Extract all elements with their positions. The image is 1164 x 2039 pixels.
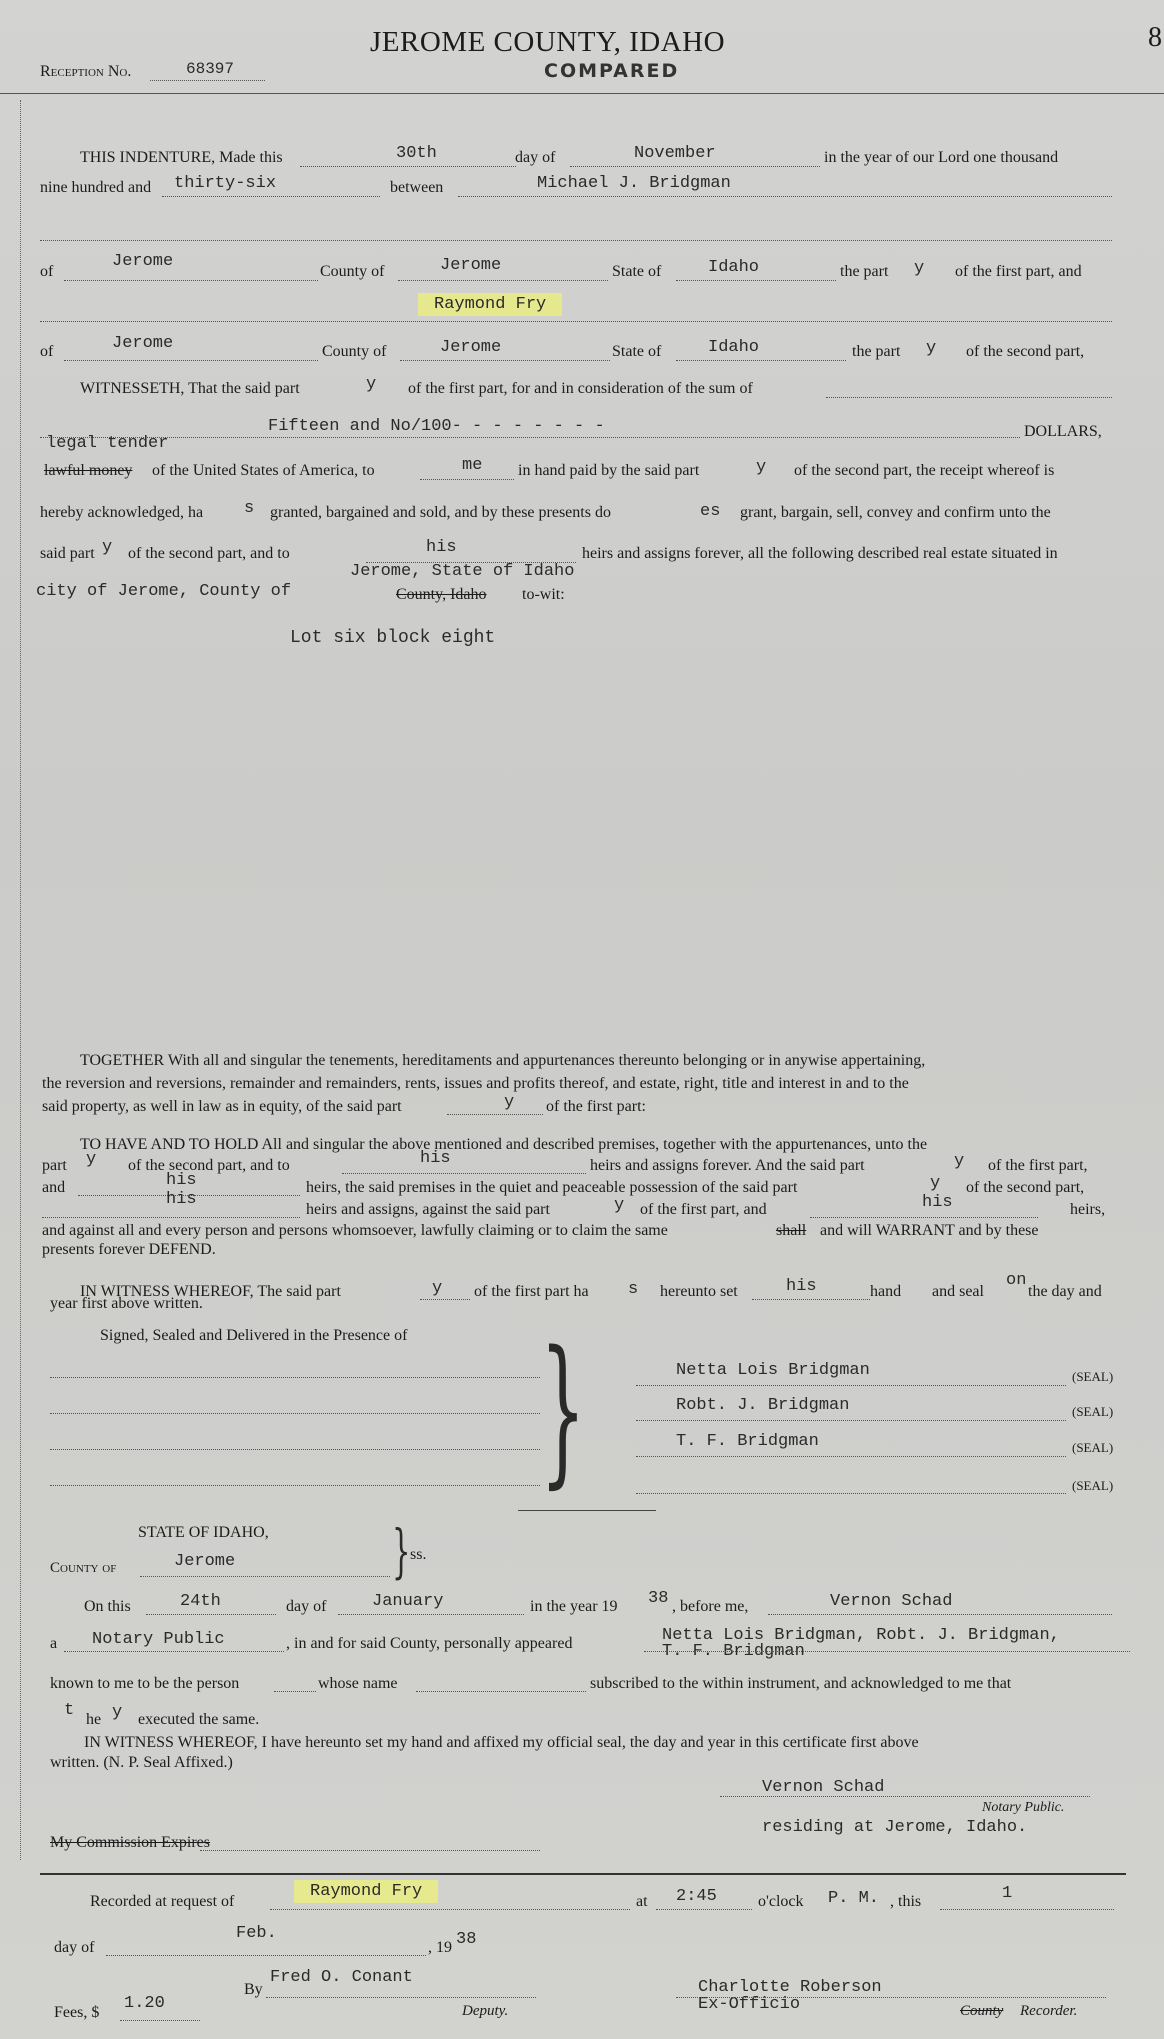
ack-state: STATE OF IDAHO, (138, 1524, 269, 1541)
location-struck: County, Idaho (396, 586, 487, 603)
habendum-line4-b: heirs and assigns, against the said part (306, 1201, 550, 1218)
witnesseth-line5-his: his (426, 538, 457, 557)
rec-month: Feb. (236, 1924, 277, 1943)
county-of-label-2: County of (322, 343, 387, 360)
ack-t: t (64, 1701, 75, 1720)
signature-1: Netta Lois Bridgman (676, 1361, 870, 1380)
indenture-day: 30th (396, 144, 437, 163)
ack-appeared-1: Netta Lois Bridgman, Robt. J. Bridgman, (662, 1626, 1060, 1645)
witnesseth-line5-b: of the second part, and to (128, 545, 290, 562)
rec-line2-a: day of (54, 1939, 95, 1956)
party2-suffix: y (926, 339, 937, 358)
witnesseth-y: y (366, 375, 377, 394)
witnesseth-line3-b: in hand paid by the said part (518, 462, 700, 479)
rec-requester (294, 1882, 438, 1901)
location-typed-top: Jerome, State of Idaho (350, 562, 575, 581)
in-witness-y: y (432, 1279, 443, 1298)
paid-to: me (462, 456, 483, 475)
rec-recorder-name: Charlotte Roberson (698, 1978, 882, 1997)
habendum-line5-b: and will WARRANT and by these (820, 1222, 1039, 1239)
rec-requester-highlight: Raymond Fry (294, 1880, 438, 1903)
party2-county: Jerome (440, 338, 502, 357)
county-title: JEROME COUNTY, IDAHO (370, 26, 726, 58)
rec-recorder-struck: County (960, 2003, 1004, 2019)
in-witness-b: of the first part ha (474, 1283, 589, 1300)
rec-recorder-ex: Ex-Officio (698, 1995, 801, 2014)
witness-brace: } (540, 1316, 586, 1503)
witnesseth-line3-c: of the second part, the receipt whereof is (794, 462, 1055, 479)
in-witness-his: his (786, 1277, 817, 1296)
habendum-line2-b: of the second part, and to (128, 1157, 290, 1174)
witnesseth-line4-s: s (244, 499, 255, 518)
ack-notary-signature: Vernon Schad (762, 1778, 885, 1797)
ack-line6: written. (N. P. Seal Affixed.) (50, 1754, 233, 1771)
habendum-line2-his: his (420, 1149, 451, 1168)
habendum-line2-y2: y (954, 1152, 965, 1171)
habendum-line3-c: of the second part, (966, 1179, 1085, 1196)
tender-typed: legal tender (46, 434, 169, 453)
in-witness-d: hand (870, 1283, 902, 1300)
witnesseth-line3-a: of the United States of America, to (152, 462, 375, 479)
party-label-1: the part (840, 263, 889, 280)
habendum-line5-struck: shall (776, 1222, 807, 1239)
grantee-name (418, 295, 562, 314)
party1-suffix: y (914, 259, 925, 278)
in-witness-f: the day and (1028, 1283, 1102, 1300)
ack-residing: residing at Jerome, Idaho. (762, 1818, 1028, 1837)
together-line3-b: of the first part: (546, 1098, 646, 1115)
ack-line1-c: in the year 19 (530, 1598, 618, 1615)
in-witness-line2: year first above written. (50, 1295, 203, 1312)
ack-line3-c: subscribed to the within instrument, and acknowledged to me that (590, 1675, 1012, 1692)
in-witness-s: s (628, 1280, 639, 1299)
together-line3-y: y (504, 1093, 515, 1112)
ack-commission-struck: My Commission Expires (50, 1834, 211, 1851)
signature-3: T. F. Bridgman (676, 1432, 819, 1451)
ack-month: January (372, 1592, 444, 1611)
witnesseth-line4-a: hereby acknowledged, ha (40, 504, 204, 521)
ack-line3-b: whose name (318, 1675, 398, 1692)
first-part-and: of the first part, and (955, 263, 1082, 280)
indenture-line1-c: in the year of our Lord one thousand (824, 149, 1059, 166)
in-witness-on: on (1006, 1271, 1027, 1290)
of-label-2: of (40, 343, 54, 360)
year-words: thirty-six (174, 174, 277, 193)
ack-day: 24th (180, 1592, 221, 1611)
habendum-line3-a: and (42, 1179, 66, 1196)
habendum-line4-y: y (614, 1196, 625, 1215)
habendum-line4-his2: his (922, 1193, 953, 1212)
rec-fees-label: Fees, $ (54, 2004, 100, 2021)
seal-2: (SEAL) (1072, 1404, 1114, 1419)
party1-state: Idaho (708, 258, 760, 277)
rec-day: 1 (1002, 1884, 1013, 1903)
ack-line1-b: day of (286, 1598, 327, 1615)
ack-year: 38 (648, 1589, 669, 1608)
ack-he: he (86, 1711, 102, 1728)
ack-line3-a: known to me to be the person (50, 1675, 240, 1692)
party2-state: Idaho (708, 338, 760, 357)
ack-y: y (112, 1703, 123, 1722)
location-to-wit: to-wit: (522, 586, 565, 603)
together-line3-a: said property, as well in law as in equity, of the said part (42, 1098, 402, 1115)
ack-county-label: County of (50, 1560, 117, 1576)
grantor-name: Michael J. Bridgman (537, 174, 731, 193)
habendum-line5-a: and against all and every person and persons whomsoever, lawfully claiming or to claim the same (42, 1222, 668, 1239)
page-number: 8 (1148, 22, 1162, 53)
party-label-2: the part (852, 343, 901, 360)
ack-notary-public-label: Notary Public. (982, 1800, 1065, 1815)
habendum-line3-y: y (930, 1174, 941, 1193)
rec-fees: 1.20 (124, 1994, 165, 2013)
reception-number: 68397 (186, 60, 235, 78)
habendum-line4-his: his (166, 1190, 197, 1209)
habendum-line1: TO HAVE AND TO HOLD All and singular the above mentioned and described premises, together with the appurtenances, unto the (80, 1136, 928, 1153)
ack-notary-title: Notary Public (92, 1630, 225, 1649)
reception-label: Reception No. (40, 63, 132, 80)
witnesseth-line3-y: y (756, 458, 767, 477)
indenture-line1-a: THIS INDENTURE, Made this (80, 149, 283, 166)
in-witness-c: hereunto set (660, 1283, 738, 1300)
rec-recorder-label: Recorder. (1020, 2003, 1078, 2019)
rec-deputy-label: Deputy. (462, 2003, 509, 2019)
seal-1: (SEAL) (1072, 1369, 1114, 1384)
rec-year: 38 (456, 1930, 477, 1949)
ack-brace: } (392, 1517, 411, 1585)
ack-line2-b: , in and for said County, personally appeared (286, 1635, 573, 1652)
indenture-line2-b: between (390, 179, 444, 196)
state-of-label-1: State of (612, 263, 662, 280)
grantee-highlight: Raymond Fry (418, 293, 562, 316)
indenture-line1-b: day of (515, 149, 556, 166)
witnesseth-line4-c: grant, bargain, sell, convey and confirm unto the (740, 504, 1051, 521)
location-typed: city of Jerome, County of (36, 582, 292, 601)
rec-by-label: By (244, 1981, 263, 1998)
dollars-label: DOLLARS, (1024, 423, 1102, 440)
tender-struck: lawful money (44, 462, 133, 479)
habendum-line2-y: y (86, 1150, 97, 1169)
ack-appeared-2: T. F. Bridgman (662, 1642, 805, 1661)
habendum-line4-d: heirs, (1070, 1201, 1106, 1218)
ack-line1-a: On this (84, 1598, 131, 1615)
party2-city: Jerome (112, 334, 174, 353)
witnesseth-line5-y: y (102, 538, 113, 557)
habendum-line3-his: his (166, 1171, 197, 1190)
rec-line1-c: o'clock (758, 1893, 804, 1910)
indenture-month: November (634, 144, 716, 163)
witnesseth-line4-b: granted, bargained and sold, and by these presents do (270, 504, 611, 521)
ack-notary-name: Vernon Schad (830, 1592, 953, 1611)
rec-line1-d: , this (890, 1893, 922, 1910)
habendum-line2-d: of the first part, (988, 1157, 1088, 1174)
rec-deputy-name: Fred O. Conant (270, 1968, 413, 1987)
seal-4: (SEAL) (1072, 1478, 1114, 1493)
indenture-line2-a: nine hundred and (40, 179, 152, 196)
rec-ampm: P. M. (828, 1889, 880, 1908)
witnesseth-b: of the first part, for and in consideration of the sum of (408, 380, 753, 397)
witnesseth-line5-c: heirs and assigns forever, all the following described real estate situated in (582, 545, 1058, 562)
ack-line1-d: , before me, (672, 1598, 749, 1615)
party1-county: Jerome (440, 256, 502, 275)
habendum-line6: presents forever DEFEND. (42, 1241, 216, 1258)
second-part: of the second part, (966, 343, 1085, 360)
habendum-line4-c: of the first part, and (640, 1201, 767, 1218)
county-of-label-1: County of (320, 263, 385, 280)
party1-city: Jerome (112, 252, 174, 271)
rec-time: 2:45 (676, 1887, 717, 1906)
in-witness-a: IN WITNESS WHEREOF, The said part (80, 1283, 341, 1300)
habendum-line3-b: heirs, the said premises in the quiet and peaceable possession of the said part (306, 1179, 798, 1196)
ack-line4-b: executed the same. (138, 1711, 260, 1728)
ack-line5: IN WITNESS WHEREOF, I have hereunto set my hand and affixed my official seal, the day and year in this certificate first above (84, 1734, 919, 1751)
witnesseth-line4-es: es (700, 502, 721, 521)
signed-label: Signed, Sealed and Delivered in the Presence of (100, 1327, 408, 1344)
consideration-amount: Fifteen and No/100- - - - - - - - (268, 417, 605, 436)
ack-ss: ss. (410, 1546, 427, 1563)
of-label-1: of (40, 263, 54, 280)
together-line1: TOGETHER With all and singular the tenements, hereditaments and appurtenances thereunto belonging or in anywise appertaining, (80, 1052, 926, 1069)
state-of-label-2: State of (612, 343, 662, 360)
seal-3: (SEAL) (1072, 1440, 1114, 1455)
ack-line2-a: a (50, 1635, 58, 1652)
legal-description: Lot six block eight (290, 628, 496, 648)
habendum-line2-a: part (42, 1157, 67, 1174)
rec-line2-b: , 19 (428, 1939, 452, 1956)
witnesseth-line5-a: said part (40, 545, 95, 562)
rec-line1-b: at (636, 1893, 648, 1910)
witnesseth-a: WITNESSETH, That the said part (80, 380, 300, 397)
in-witness-e: and seal (932, 1283, 984, 1300)
compared-stamp: COMPARED (544, 60, 680, 82)
ack-county: Jerome (174, 1552, 236, 1571)
habendum-line2-c: heirs and assigns forever. And the said part (590, 1157, 865, 1174)
rec-line1-a: Recorded at request of (90, 1893, 235, 1910)
together-line2: the reversion and reversions, remainder and remainders, rents, issues and profits thereof, and estate, right, title and interest in and to the (42, 1075, 909, 1092)
signature-2: Robt. J. Bridgman (676, 1396, 850, 1415)
